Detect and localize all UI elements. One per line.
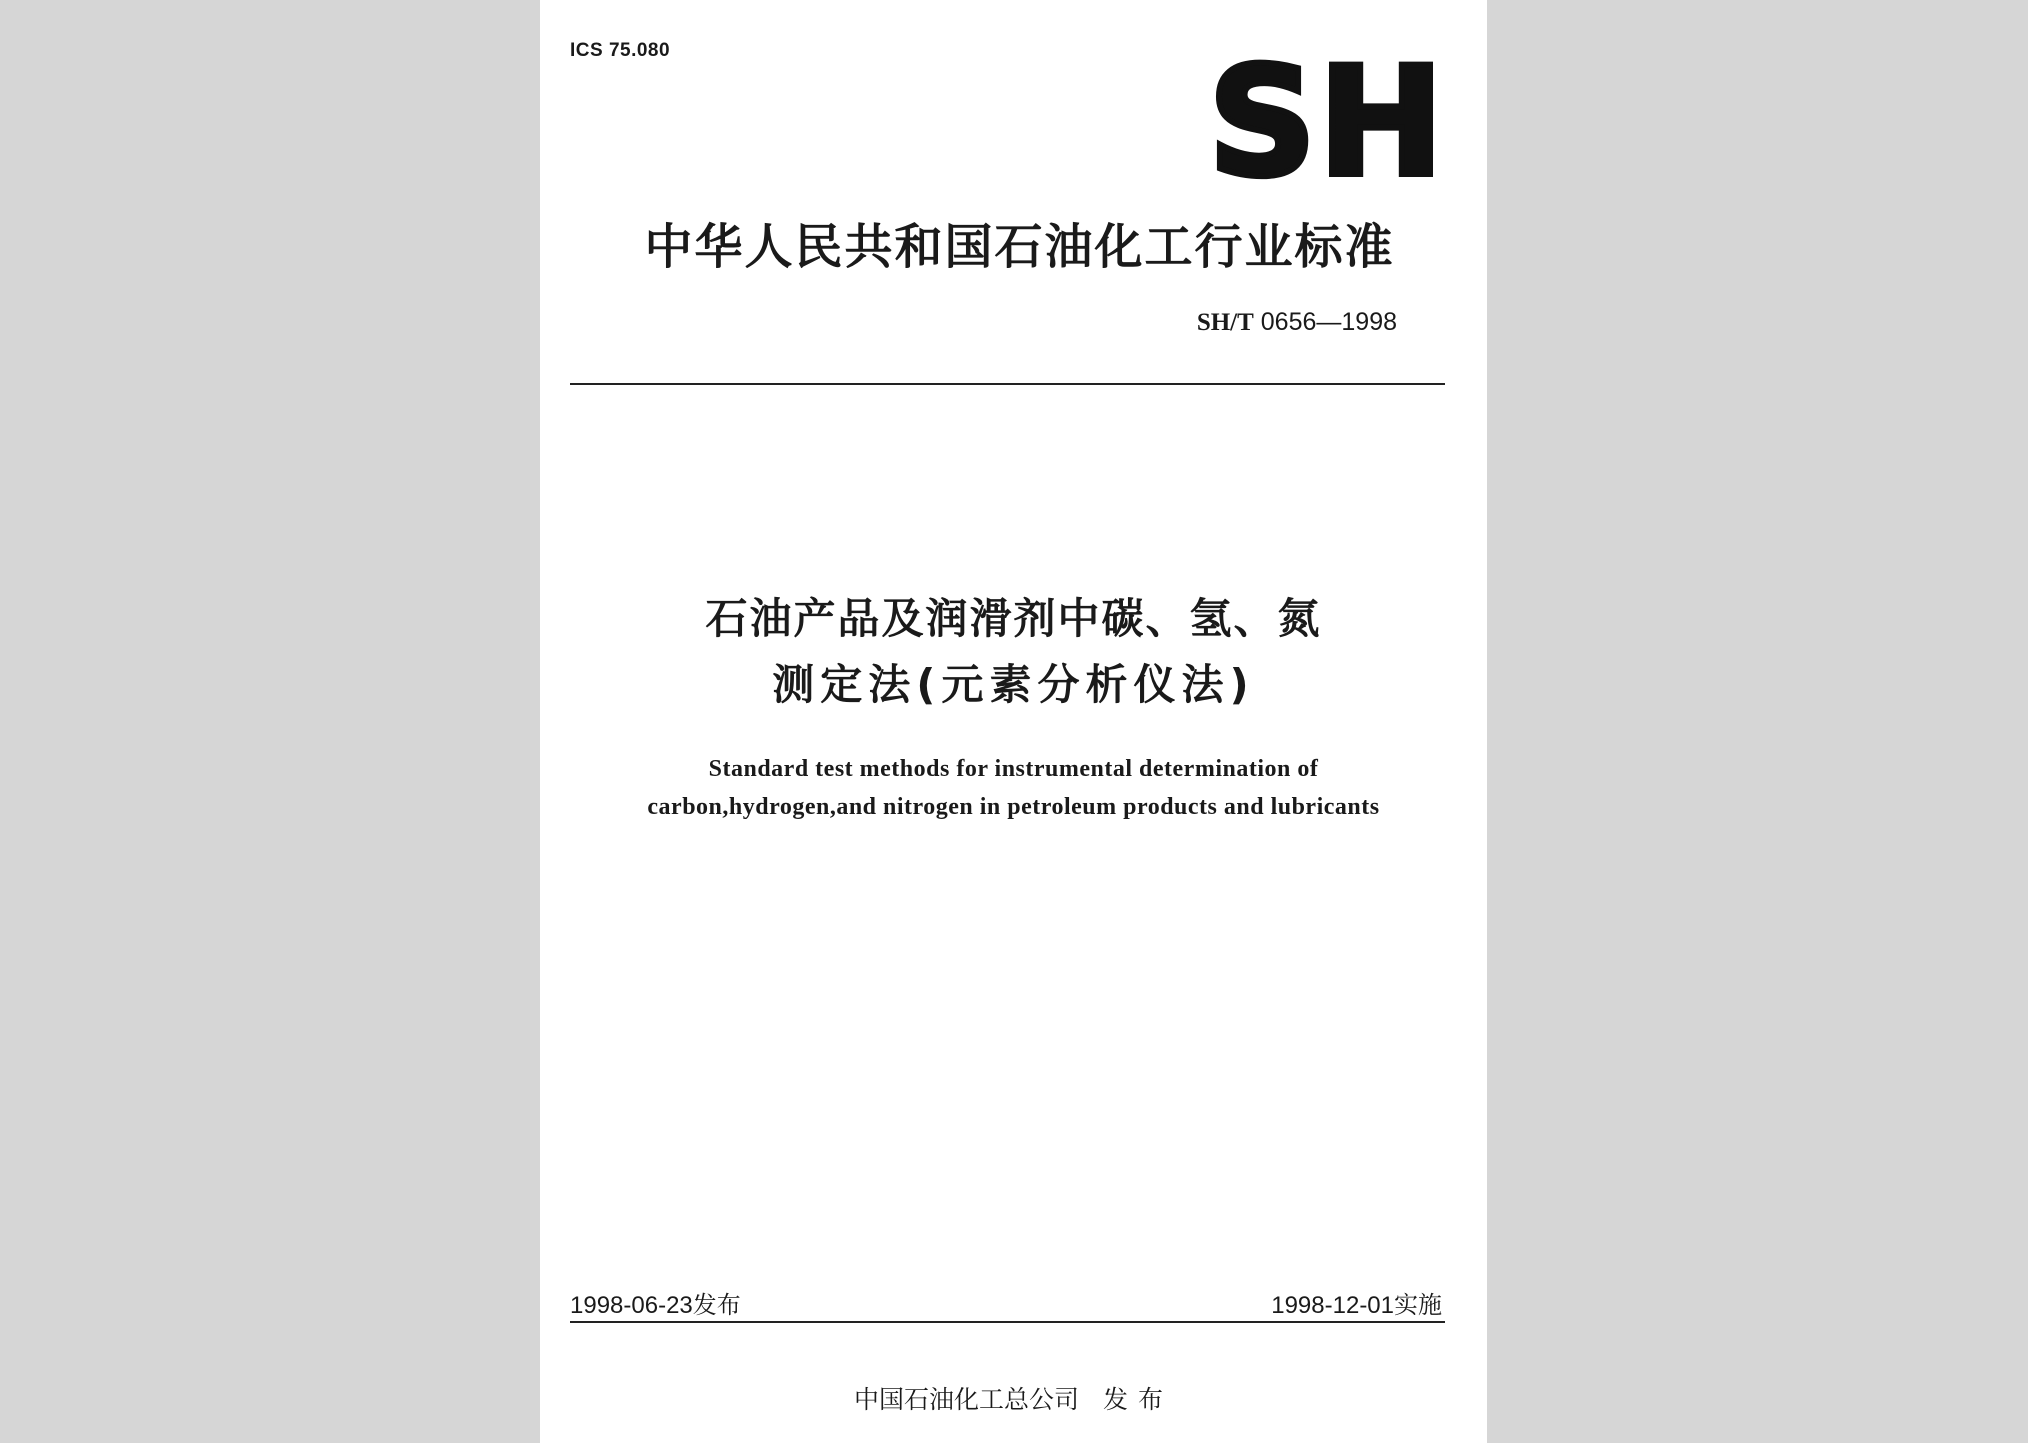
standard-code: SH/T — [1196, 309, 1254, 336]
publisher — [540, 1380, 1487, 1416]
logo-text: SH — [1208, 48, 1446, 194]
sh-logo — [1198, 48, 1456, 194]
issue-date: 1998-06-23发布 — [570, 1292, 741, 1319]
standard-number — [1197, 308, 1397, 337]
english-title — [540, 750, 1487, 826]
standard-number-value: 0656—1998 — [1260, 308, 1397, 336]
industry-standard-title: 中华人民共和国石油化工行业标准 — [644, 219, 1395, 275]
publisher-name: 中国石油化工总公司 — [853, 1385, 1079, 1414]
implementation-date: 1998-12-01实施 — [1271, 1292, 1442, 1319]
chinese-title-line2: 测定法(元素分析仪法) — [772, 660, 1255, 709]
english-title-line2: carbon,hydrogen,and nitrogen in petroleum products and lubricants — [647, 794, 1380, 820]
chinese-title-line1: 石油产品及润滑剂中碳、氢、氮 — [705, 594, 1322, 643]
chinese-title — [540, 586, 1487, 718]
top-divider — [570, 383, 1445, 385]
english-title-line1: Standard test methods for instrumental determination of — [708, 756, 1319, 782]
bottom-divider — [570, 1321, 1445, 1323]
document-page — [540, 0, 1487, 1443]
publisher-action: 发布 — [1103, 1385, 1174, 1414]
ics-code: ICS 75.080 — [570, 40, 671, 61]
